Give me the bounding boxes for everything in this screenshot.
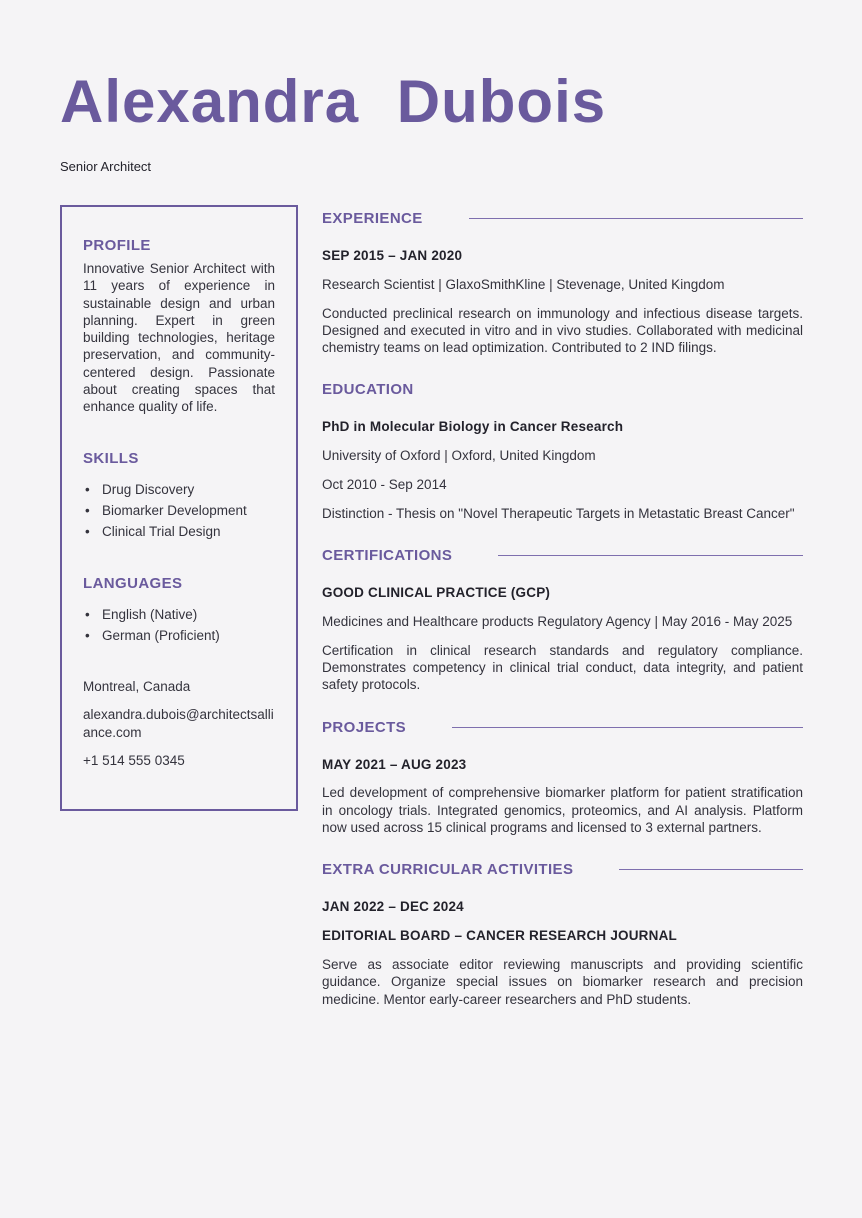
- entry-title: GOOD CLINICAL PRACTICE (GCP): [322, 585, 551, 601]
- entry-text: Led development of comprehensive biomarker platform for patient stratification in oncology trials. Integrated genomics, proteomics, and AI analysis. Platform now used across 15 clinical programs and licensed to 3 external partners.: [322, 785, 803, 836]
- job-title: Senior Architect: [60, 159, 152, 174]
- main-content: [322, 205, 803, 1033]
- entry-title: JAN 2022 – DEC 2024: [322, 899, 464, 915]
- section-rule-line: [469, 218, 803, 219]
- skills-section: [83, 450, 275, 541]
- section-heading: PROJECTS: [322, 718, 407, 736]
- section-certifications: [322, 547, 803, 693]
- entry-text: Research Scientist | GlaxoSmithKline | Stevenage, United Kingdom: [322, 276, 725, 292]
- entry-text: Medicines and Healthcare products Regulatory Agency | May 2016 - May 2025: [322, 613, 793, 629]
- section-experience: [322, 210, 803, 356]
- section-rule-line: [452, 727, 803, 728]
- skills-heading: SKILLS: [83, 449, 139, 467]
- section-extra-curricular-activities: [322, 861, 803, 1007]
- section-heading: EXPERIENCE: [322, 210, 423, 227]
- profile-heading: PROFILE: [83, 237, 151, 254]
- sidebar: [60, 205, 298, 811]
- contact-phone: +1 514 555 0345: [83, 753, 185, 769]
- profile-section: [83, 237, 275, 416]
- section-heading: EXTRA CURRICULAR ACTIVITIES: [322, 861, 574, 879]
- entry-title: MAY 2021 – AUG 2023: [322, 756, 467, 772]
- entry-title: EDITORIAL BOARD – CANCER RESEARCH JOURNAL: [322, 928, 677, 944]
- languages-section: [83, 575, 275, 645]
- section-rule-line: [498, 555, 803, 556]
- skills-list: [83, 481, 275, 541]
- section-heading-row: [322, 381, 803, 398]
- section-projects: [322, 719, 803, 837]
- list-item: • Drug Discovery: [83, 481, 275, 498]
- list-item: • Clinical Trial Design: [83, 523, 275, 540]
- entry-text: Serve as associate editor reviewing manuscripts and providing scientific guidance. Organize special issues on biomarker research and precision medicine. Mentor early-career researchers and PhD students.: [322, 956, 803, 1007]
- section-heading-row: [322, 547, 803, 564]
- entry-text: Certification in clinical research standards and regulatory compliance. Demonstrates competency in clinical trial conduct, data integrity, and patient safety protocols.: [322, 642, 803, 693]
- section-heading: EDUCATION: [322, 381, 414, 399]
- list-item: • German (Proficient): [83, 627, 275, 644]
- entry-title: SEP 2015 – JAN 2020: [322, 248, 463, 263]
- entry-text: University of Oxford | Oxford, United Kingdom: [322, 448, 596, 464]
- list-item: • Biomarker Development: [83, 502, 275, 519]
- section-heading-row: [322, 861, 803, 878]
- entry-text: Conducted preclinical research on immunology and infectious disease targets. Designed and executed in vitro and in vivo studies. Collaborated with medicinal chemistry teams on lead optimization. Contributed to 2 IND filings.: [322, 305, 803, 356]
- contact-block: [83, 678, 275, 769]
- person-name: Alexandra Dubois: [60, 68, 607, 135]
- section-heading-row: [322, 210, 803, 227]
- profile-text: Innovative Senior Architect with 11 years of experience in sustainable design and urban planning. Expert in green building technologies, heritage preservation, and community-centered design. Passionate about creating spaces that enhance quality of life.: [83, 261, 275, 415]
- section-education: [322, 381, 803, 522]
- entry-title: PhD in Molecular Biology in Cancer Research: [322, 419, 624, 435]
- section-rule-line: [619, 869, 803, 870]
- entry-text: Distinction - Thesis on "Novel Therapeutic Targets in Metastatic Breast Cancer": [322, 505, 795, 521]
- section-heading-row: [322, 719, 803, 736]
- header: [60, 68, 803, 174]
- contact-email: alexandra.dubois@architectsalliance.com: [83, 707, 274, 740]
- entry-text: Oct 2010 - Sep 2014: [322, 477, 447, 493]
- languages-list: [83, 606, 275, 645]
- languages-heading: LANGUAGES: [83, 574, 183, 592]
- list-item: • English (Native): [83, 606, 275, 623]
- content-columns: [60, 205, 803, 1033]
- contact-location: Montreal, Canada: [83, 679, 191, 695]
- section-heading: CERTIFICATIONS: [322, 547, 453, 565]
